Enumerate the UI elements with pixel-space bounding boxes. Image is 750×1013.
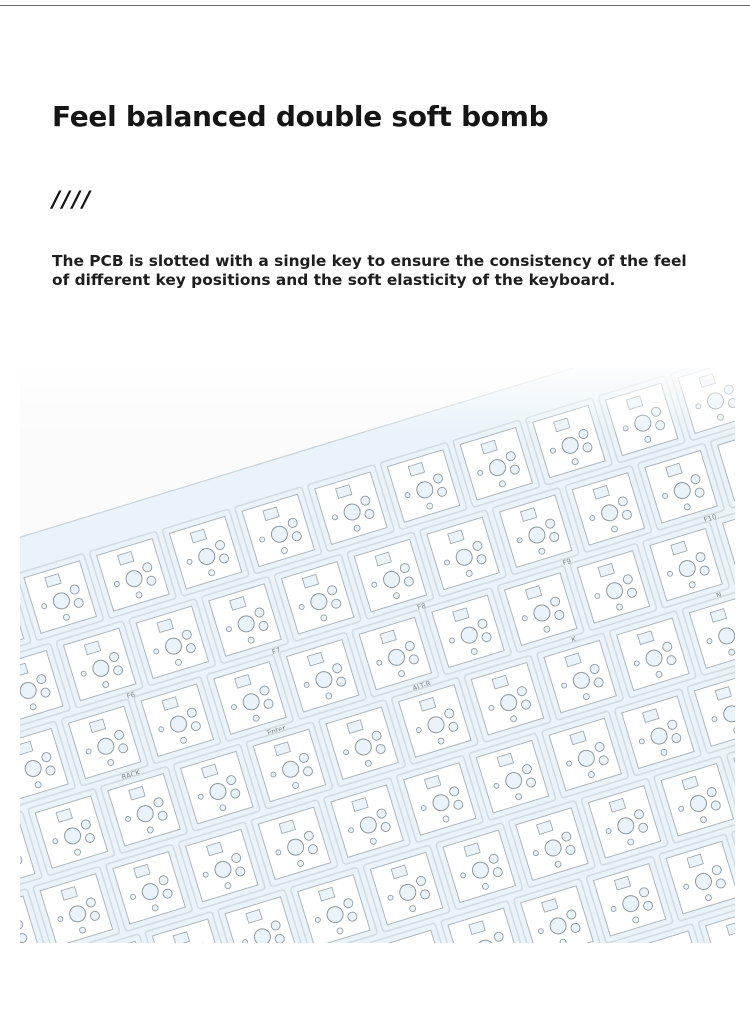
keyboard-plate-photo	[20, 368, 735, 943]
slash-divider-mark: ////	[52, 188, 93, 213]
photo-vignette	[20, 368, 735, 943]
description-text: The PCB is slotted with a single key to ensure the consistency of the feel of different key positions and the soft elasticity of the keyboard.	[52, 252, 687, 289]
top-divider-line	[0, 5, 750, 6]
keyboard-plate-icon	[20, 368, 735, 943]
page-headline: Feel balanced double soft bomb	[52, 100, 549, 133]
